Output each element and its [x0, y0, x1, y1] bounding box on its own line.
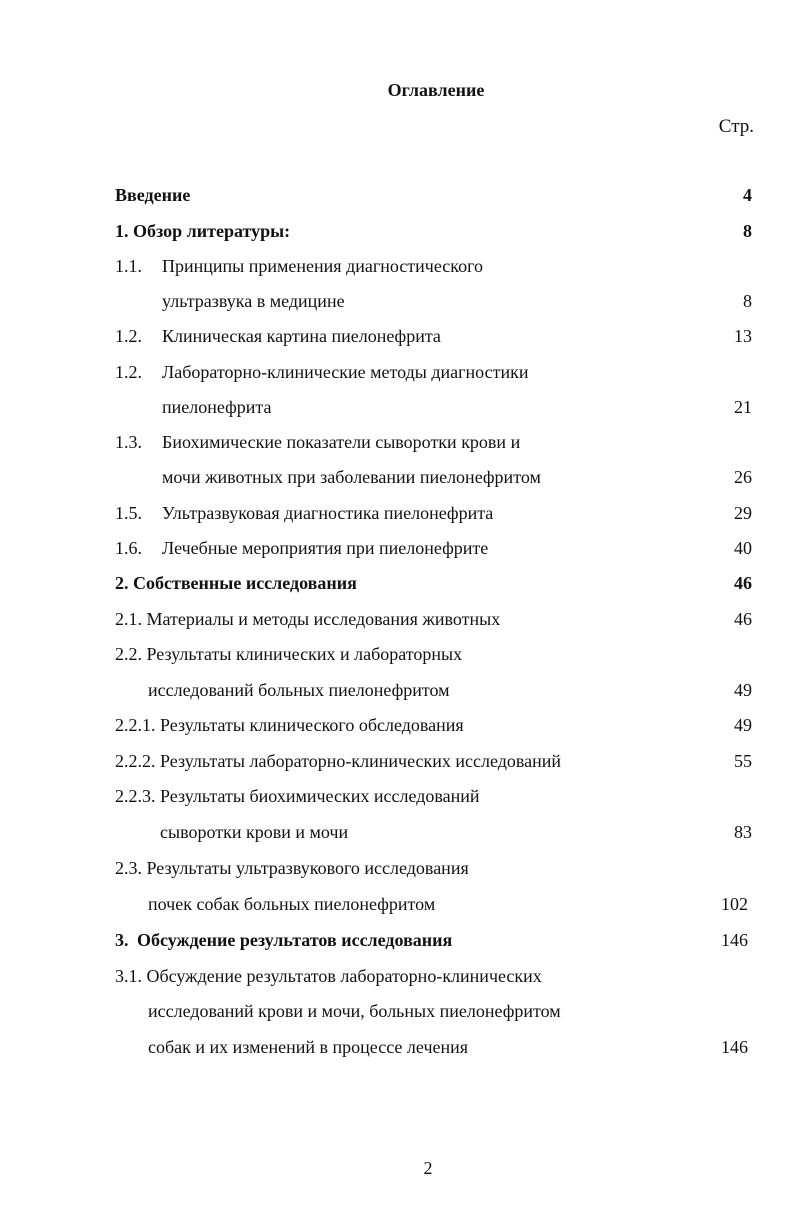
toc-entry	[0, 357, 799, 387]
toc-entry-text: 2.2.2. Результаты лабораторно-клинических исследований	[115, 751, 562, 771]
toc-entry	[0, 1032, 799, 1062]
toc-entry-number: 1.5.	[115, 503, 142, 523]
toc-entry-page: 4	[743, 185, 752, 205]
toc-entry	[0, 286, 799, 316]
toc-entry-page: 55	[734, 751, 752, 771]
toc-entry	[0, 889, 799, 919]
toc-entry-text: 2.2.3. Результаты биохимических исследований	[115, 786, 480, 806]
toc-entry	[0, 853, 799, 883]
toc-entry-text: 2.2. Результаты клинических и лабораторных	[115, 644, 463, 664]
toc-entry-text: 2. Собственные исследования	[115, 573, 357, 593]
toc-entry	[0, 321, 799, 351]
toc-entry-text: 2.3. Результаты ультразвукового исследования	[115, 858, 469, 878]
toc-entry-page: 21	[734, 397, 752, 417]
toc-entry-text: ультразвука в медицине	[162, 291, 345, 311]
toc-entry-text: исследований больных пиелонефритом	[148, 680, 450, 700]
toc-entry-text: Лечебные мероприятия при пиелонефрите	[162, 538, 489, 558]
toc-entry-number: 1.3.	[115, 432, 142, 452]
toc-entry-number: 1.2.	[115, 362, 142, 382]
toc-entry-number: 1.6.	[115, 538, 142, 558]
page-column-label: Стр.	[718, 116, 754, 137]
toc-entry	[0, 216, 799, 246]
toc-entry	[0, 961, 799, 991]
toc-entry-number: 3.	[115, 930, 129, 950]
toc-entry-page: 13	[734, 326, 752, 346]
toc-entry	[0, 996, 799, 1026]
toc-entry	[0, 817, 799, 847]
toc-entry-page: 26	[734, 467, 752, 487]
toc-entry	[0, 675, 799, 705]
toc-entry-text: мочи животных при заболевании пиелонефритом	[162, 467, 541, 487]
toc-entry	[0, 710, 799, 740]
toc-entry-page: 29	[734, 503, 752, 523]
toc-entry	[0, 498, 799, 528]
toc-entry-page: 49	[734, 715, 752, 735]
toc-entry-page: 46	[734, 609, 752, 629]
toc-entry-page: 102	[721, 894, 748, 914]
toc-entry-text: 3.1. Обсуждение результатов лабораторно-клинических	[115, 966, 542, 986]
toc-entry-text: почек собак больных пиелонефритом	[148, 894, 436, 914]
toc-entry-page: 146	[721, 930, 748, 950]
toc-entry	[0, 427, 799, 457]
toc-entry	[0, 925, 799, 955]
toc-entry-text: 2.2.1. Результаты клинического обследования	[115, 715, 464, 735]
toc-entry-number: 1.1.	[115, 256, 142, 276]
toc-entry-page: 46	[734, 573, 752, 593]
toc-entry	[0, 533, 799, 563]
toc-entry-text: Лабораторно-клинические методы диагностики	[162, 362, 529, 382]
toc-entry-text: Биохимические показатели сыворотки крови и	[162, 432, 521, 452]
toc-entry-text: Обсуждение результатов исследования	[137, 930, 453, 950]
toc-entry-text: Введение	[115, 185, 191, 205]
toc-entry-text: 2.1. Материалы и методы исследования животных	[115, 609, 501, 629]
toc-entry	[0, 604, 799, 634]
toc-entry	[0, 781, 799, 811]
toc-entry-page: 8	[743, 221, 752, 241]
toc-entry-text: исследований крови и мочи, больных пиелонефритом	[148, 1001, 561, 1021]
toc-entry	[0, 568, 799, 598]
toc-entry-number: 1.2.	[115, 326, 142, 346]
toc-entry-text: собак и их изменений в процессе лечения	[148, 1037, 469, 1057]
toc-entry	[0, 462, 799, 492]
toc-entry-text: Принципы применения диагностического	[162, 256, 484, 276]
toc-entry-page: 8	[743, 291, 752, 311]
toc-entry-text: Ультразвуковая диагностика пиелонефрита	[162, 503, 494, 523]
toc-entry-page: 49	[734, 680, 752, 700]
toc-entry-text: пиелонефрита	[162, 397, 272, 417]
toc-entry	[0, 746, 799, 776]
toc-title: Оглавление	[387, 80, 485, 100]
toc-entry-text: Клиническая картина пиелонефрита	[162, 326, 441, 346]
toc-entry-page: 146	[721, 1037, 748, 1057]
toc-entry	[0, 392, 799, 422]
toc-entry	[0, 251, 799, 281]
toc-entry-text: сыворотки крови и мочи	[160, 822, 349, 842]
toc-entry	[0, 639, 799, 669]
toc-entry-page: 83	[734, 822, 752, 842]
page-number: 2	[423, 1158, 433, 1178]
toc-entry	[0, 180, 799, 210]
toc-entry-text: 1. Обзор литературы:	[115, 221, 291, 241]
toc-entry-page: 40	[734, 538, 752, 558]
